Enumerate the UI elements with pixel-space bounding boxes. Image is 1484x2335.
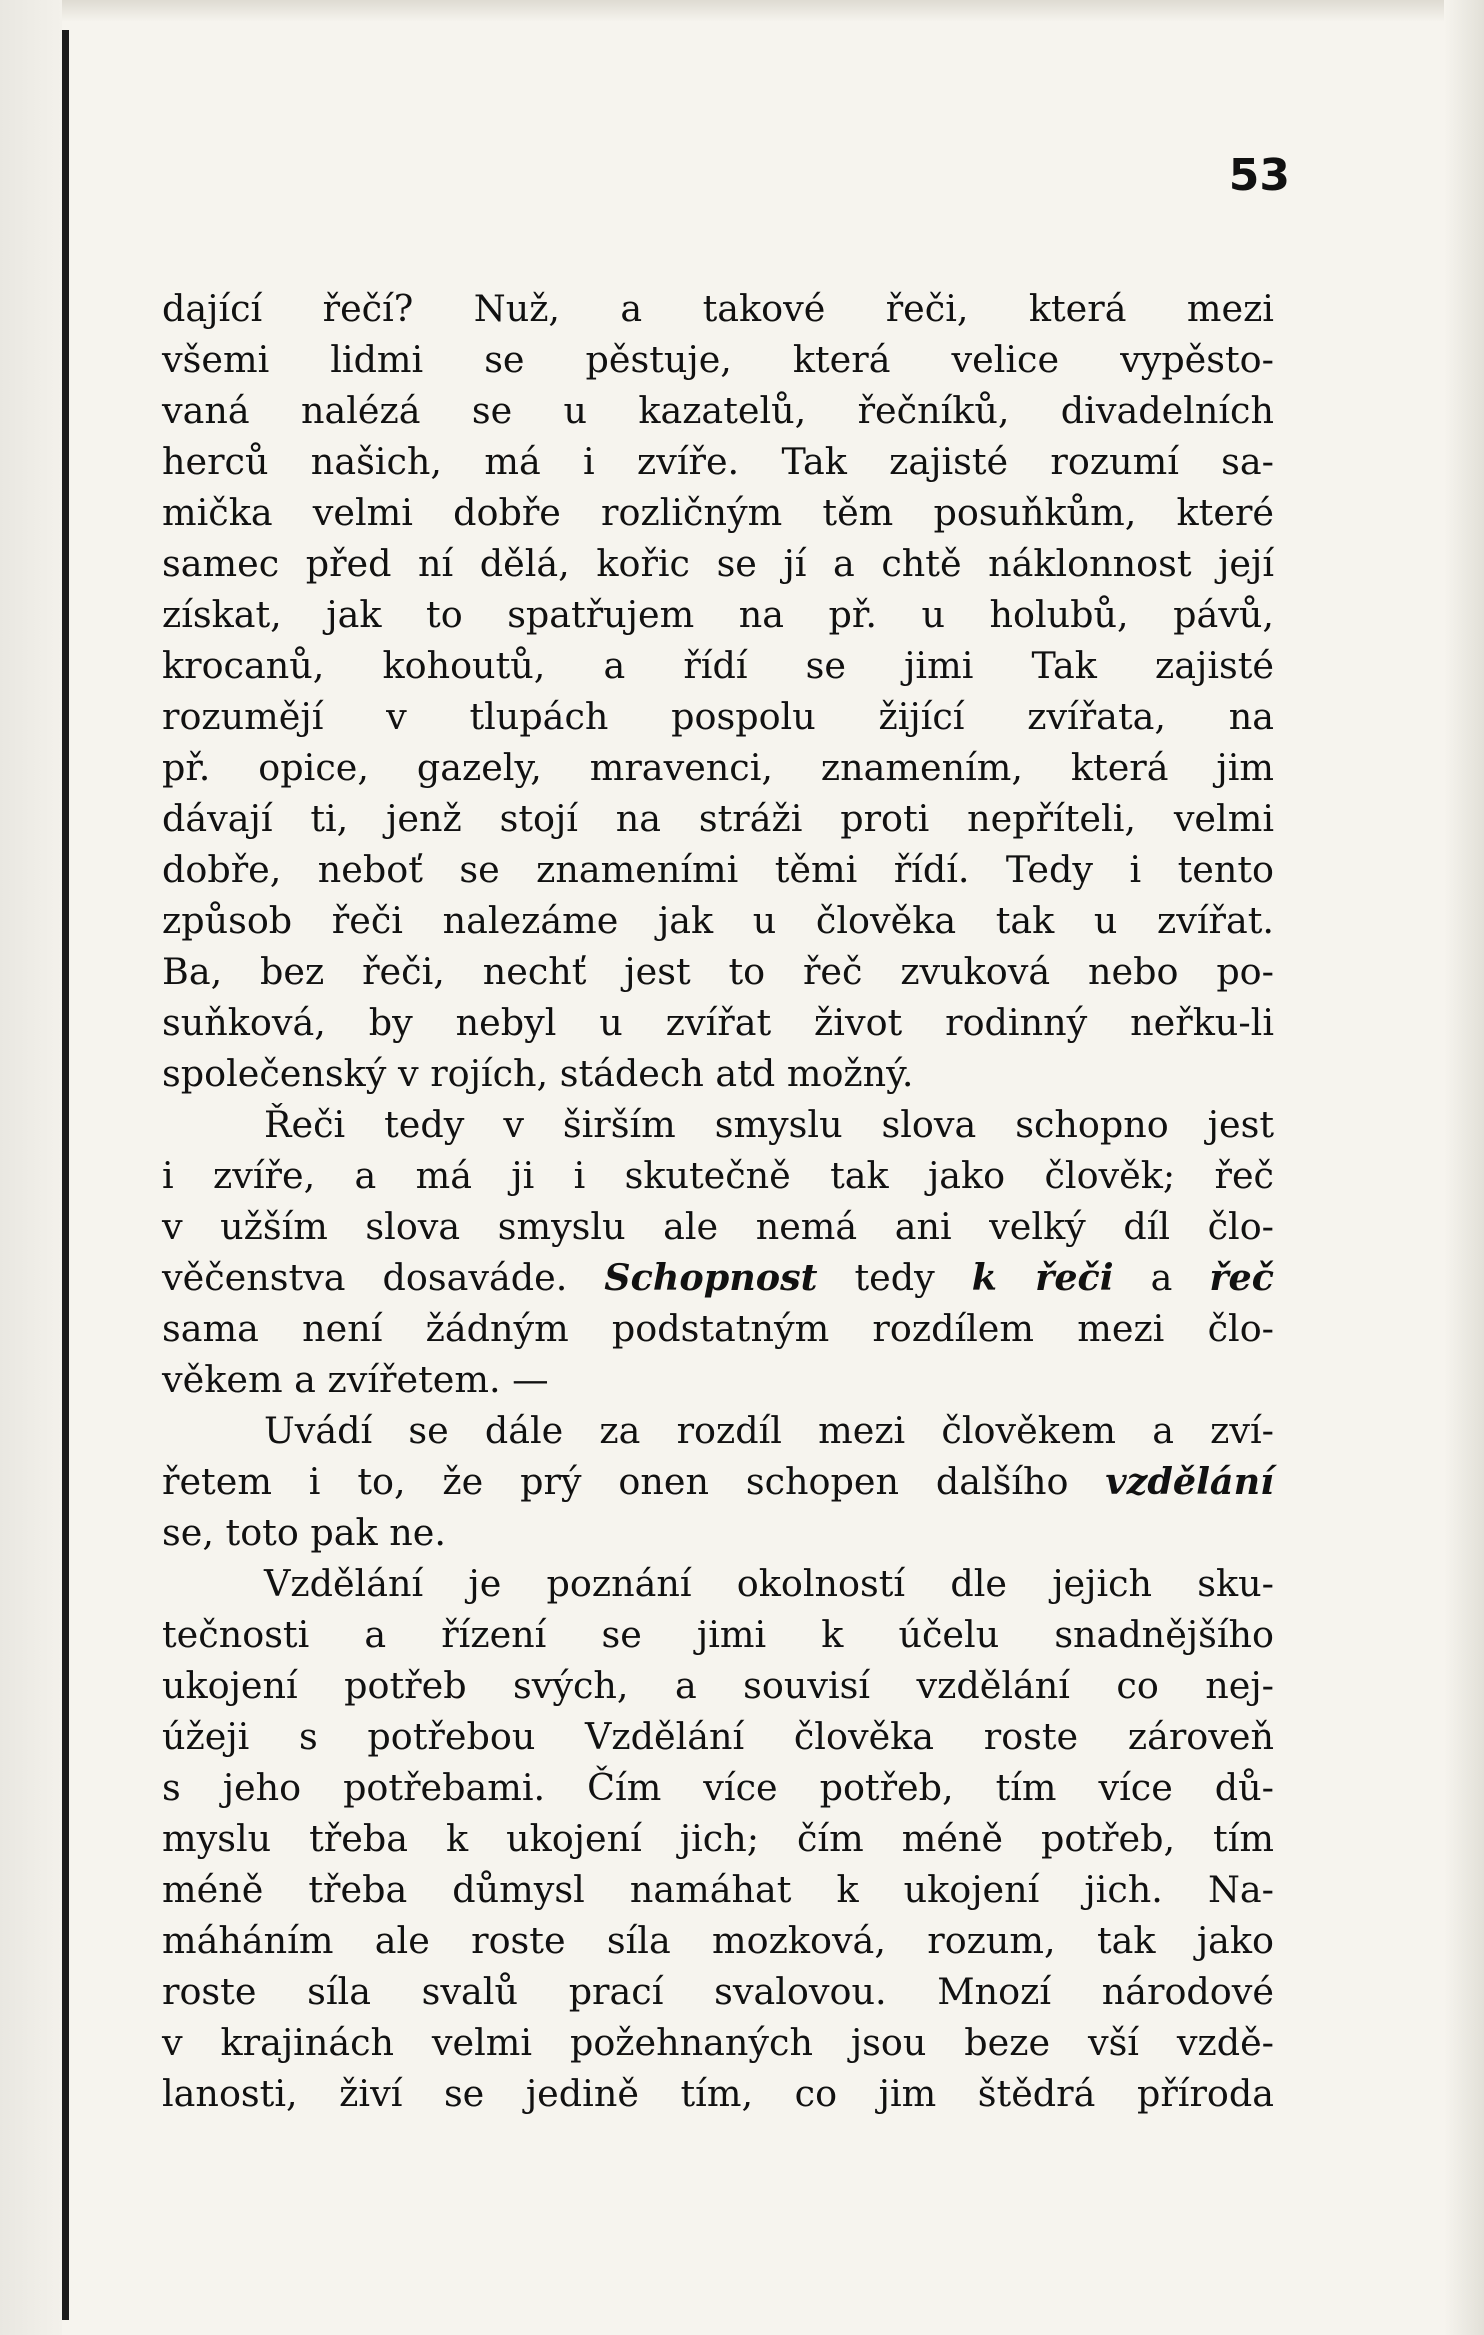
text-segment: řetem i to, že prý onen schopen dalšího bbox=[162, 1460, 1106, 1503]
text-line: herců našich, má i zvíře. Tak zajisté rozumí sa- bbox=[162, 440, 1274, 483]
binding-edge bbox=[62, 30, 69, 2320]
body-text bbox=[162, 283, 1274, 2119]
text-segment: věčenstva dosaváde. bbox=[162, 1256, 605, 1299]
text-line: dobře, neboť se znameními těmi řídí. Tedy i tento bbox=[162, 848, 1274, 891]
text-line: se, toto pak ne. bbox=[162, 1511, 446, 1554]
text-line: roste síla svalů prací svalovou. Mnozí národové bbox=[162, 1970, 1274, 2013]
text-line: dající řečí? Nuž, a takové řeči, která mezi bbox=[162, 287, 1274, 330]
text-line: vaná nalézá se u kazatelů, řečníků, divadelních bbox=[162, 389, 1274, 432]
emphasis-text: Schopnost bbox=[604, 1256, 818, 1299]
text-line: i zvíře, a má ji i skutečně tak jako člověk; řeč bbox=[162, 1154, 1274, 1197]
right-edge bbox=[1444, 0, 1484, 2335]
emphasis-text: vzdělání bbox=[1105, 1460, 1274, 1503]
text-line: způsob řeči nalezáme jak u člověka tak u zvířat. bbox=[162, 899, 1274, 942]
left-margin bbox=[0, 0, 62, 2335]
text-segment: tedy bbox=[817, 1256, 972, 1299]
text-line: krocanů, kohoutů, a řídí se jimi Tak zajisté bbox=[162, 644, 1274, 687]
text-line: suňková, by nebyl u zvířat život rodinný neřku-li bbox=[162, 1001, 1274, 1044]
text-line: Uvádí se dále za rozdíl mezi člověkem a zví- bbox=[264, 1409, 1274, 1452]
emphasis-text: řeč bbox=[1209, 1256, 1275, 1299]
text-line: získat, jak to spatřujem na př. u holubů, pávů, bbox=[162, 593, 1274, 636]
text-line: př. opice, gazely, mravenci, znamením, která jim bbox=[162, 746, 1274, 789]
text-line: v užším slova smyslu ale nemá ani velký díl člo- bbox=[162, 1205, 1274, 1248]
text-line: máháním ale roste síla mozková, rozum, tak jako bbox=[162, 1919, 1274, 1962]
text-line: mička velmi dobře rozličným těm posuňkům, které bbox=[162, 491, 1274, 534]
text-line: méně třeba důmysl namáhat k ukojení jich. Na- bbox=[162, 1868, 1274, 1911]
text-line: dávají ti, jenž stojí na stráži proti nepříteli, velmi bbox=[162, 797, 1274, 840]
text-line: sama není žádným podstatným rozdílem mezi člo- bbox=[162, 1307, 1274, 1350]
text-line: Řeči tedy v širším smyslu slova schopno jest bbox=[264, 1103, 1274, 1146]
text-line: všemi lidmi se pěstuje, která velice vypěsto- bbox=[162, 338, 1274, 381]
text-line: Ba, bez řeči, nechť jest to řeč zvuková nebo po- bbox=[162, 950, 1274, 993]
text-line bbox=[162, 1456, 1274, 1507]
text-line bbox=[162, 1252, 1274, 1303]
text-line: v krajinách velmi požehnaných jsou beze vší vzdě- bbox=[162, 2021, 1274, 2064]
text-line: lanosti, živí se jedině tím, co jim štědrá příroda bbox=[162, 2072, 1274, 2115]
emphasis-text: k řeči bbox=[971, 1256, 1114, 1299]
text-line: Vzdělání je poznání okolností dle jejich sku- bbox=[264, 1562, 1274, 1605]
text-line: samec před ní dělá, kořic se jí a chtě náklonnost její bbox=[162, 542, 1274, 585]
text-line: myslu třeba k ukojení jich; čím méně potřeb, tím bbox=[162, 1817, 1274, 1860]
text-segment: a bbox=[1113, 1256, 1210, 1299]
text-line: úžeji s potřebou Vzdělání člověka roste zároveň bbox=[162, 1715, 1274, 1758]
text-line: tečnosti a řízení se jimi k účelu snadnějšího bbox=[162, 1613, 1274, 1656]
text-line: rozumějí v tlupách pospolu žijící zvířata, na bbox=[162, 695, 1274, 738]
page-number: 53 bbox=[1228, 150, 1290, 201]
text-line: společenský v rojích, stádech atd možný. bbox=[162, 1052, 914, 1095]
text-line: ukojení potřeb svých, a souvisí vzdělání co nej- bbox=[162, 1664, 1274, 1707]
top-edge bbox=[62, 0, 1484, 22]
text-line: s jeho potřebami. Čím více potřeb, tím více dů- bbox=[162, 1766, 1274, 1809]
text-line: věkem a zvířetem. — bbox=[162, 1358, 549, 1401]
